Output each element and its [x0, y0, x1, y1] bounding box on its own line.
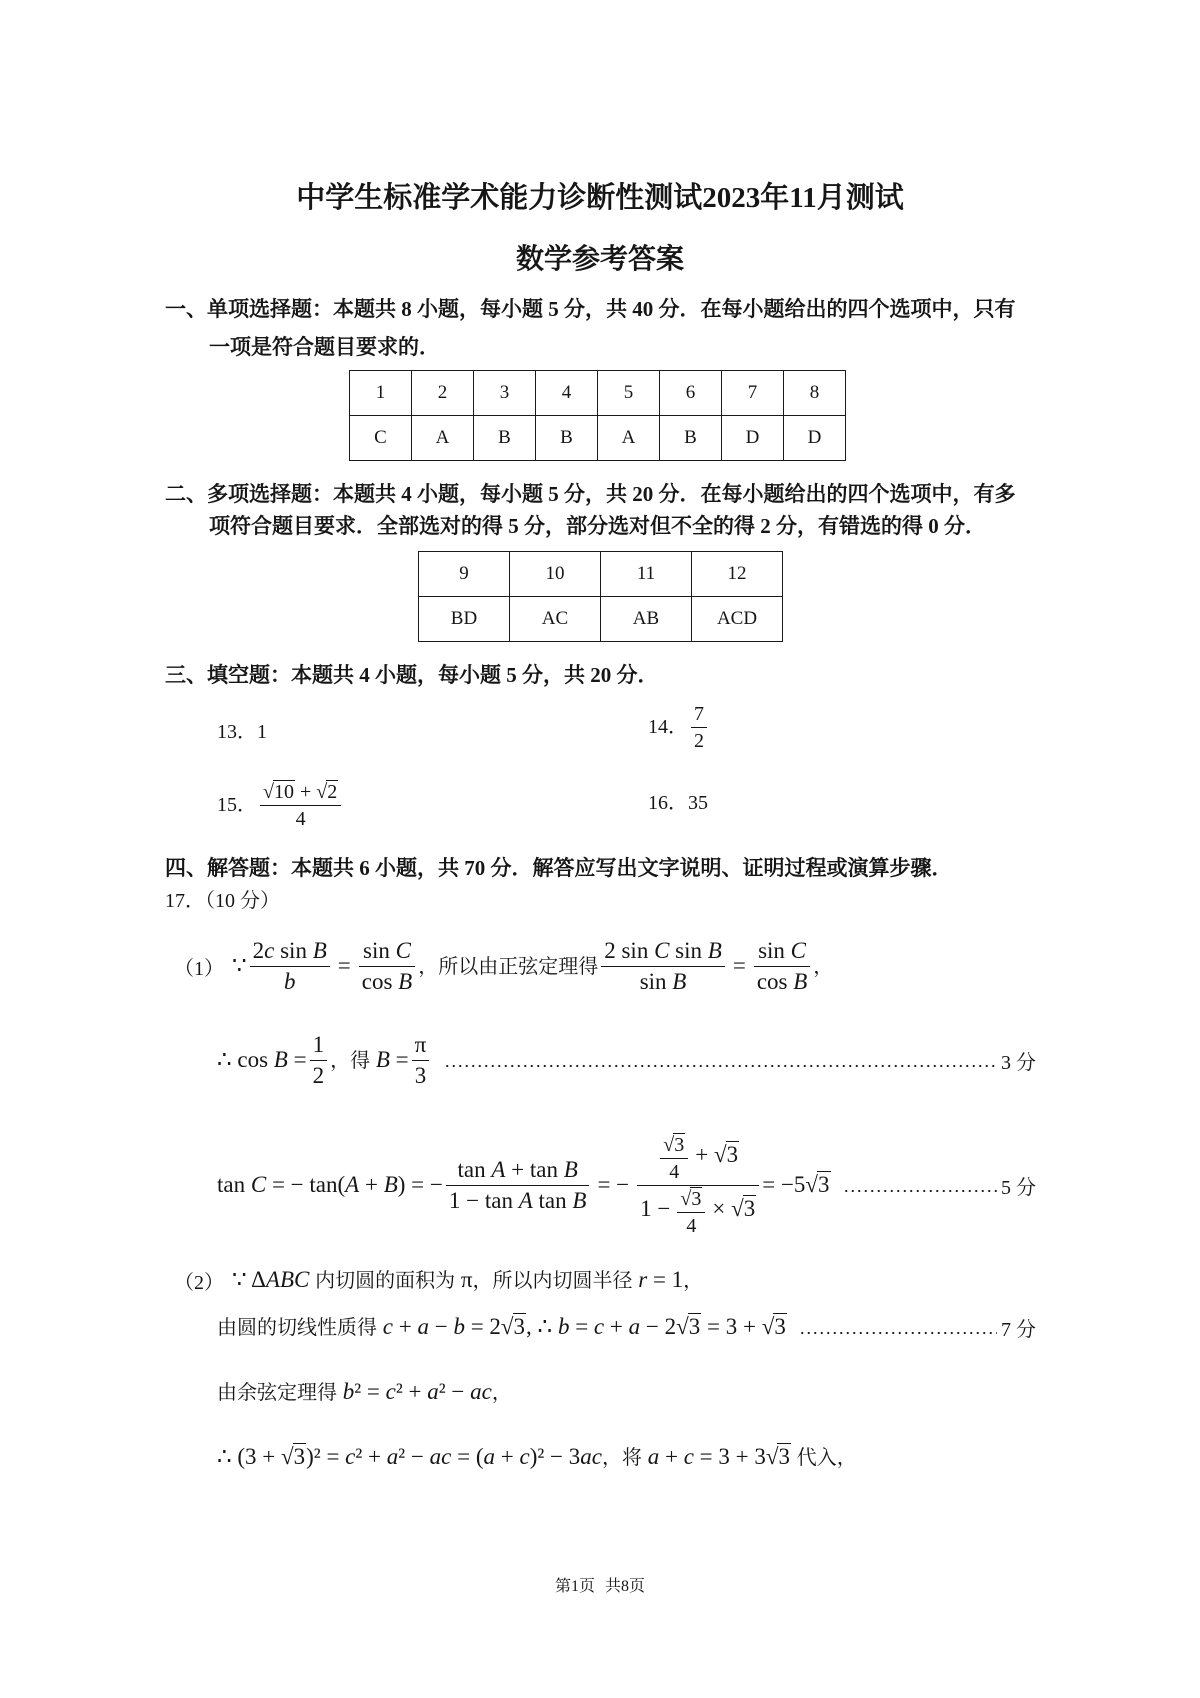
section-heading-multi-choice-continued: 项符合题目要求．全部选对的得 5 分，部分选对但不全的得 2 分，有错选的得 0 分． [209, 514, 986, 538]
fraction-numerator: tan A + tan B [446, 1156, 590, 1186]
fraction-numerator: π [412, 1031, 430, 1061]
radicand: 3 [691, 1187, 702, 1210]
radical-sign: √ [713, 1141, 727, 1167]
square-root [676, 1314, 701, 1339]
math-variable: B [398, 968, 413, 994]
math-variable: B [563, 1156, 578, 1182]
math-variable: c [382, 1314, 393, 1340]
fraction-numerator [660, 1133, 688, 1159]
square-root [680, 1188, 702, 1210]
math-variable: C [395, 937, 411, 963]
math-variable: ABC [265, 1267, 310, 1293]
math-variable: c [264, 937, 275, 963]
square-root [805, 1172, 830, 1197]
section-heading-single-choice-continued: 一项是符合题目要求的． [209, 335, 440, 359]
table-cell-question: 5 [598, 371, 660, 416]
table-cell-question: 9 [419, 552, 510, 597]
punctuation [813, 952, 833, 980]
chinese-text: 由余弦定理得 [217, 1382, 337, 1405]
dot-leader [843, 1172, 997, 1198]
chinese-text: 代入， [796, 1447, 857, 1470]
table-cell-question: 1 [350, 371, 412, 416]
square-root [263, 781, 295, 803]
math-variable: c [519, 1444, 530, 1470]
math-variable: ac [580, 1444, 602, 1470]
math-variable: ac [429, 1444, 452, 1470]
incircle-statement: ∵ ΔABC 内切圆的面积为 π，所以内切圆半径 r = 1， [232, 1267, 704, 1293]
tangent-sum-fraction [446, 1156, 590, 1214]
math-variable: B [383, 1172, 398, 1198]
math-variable: b [557, 1314, 570, 1340]
table-cell-answer: BD [419, 597, 510, 642]
square-root [766, 1444, 791, 1469]
radical-sign: √ [731, 1195, 744, 1221]
chinese-text: 内切圆的面积为 [315, 1270, 456, 1293]
table-cell-answer: D [722, 416, 784, 461]
math-variable: a [386, 1444, 399, 1470]
radicand: 3 [688, 1314, 701, 1340]
radical-sign: √ [316, 780, 328, 803]
radicand: 10 [273, 780, 294, 803]
answer-fraction [691, 702, 707, 753]
therefore-statement: ∴ cos B = [217, 1047, 307, 1073]
tan-c-result: = −5√3 [762, 1172, 830, 1198]
q17-part2-step1 [174, 1264, 703, 1296]
equals-minus: = − [597, 1172, 630, 1198]
score-mark: 5 分 [1001, 1176, 1036, 1199]
fraction-numerator: 1 [310, 1031, 328, 1061]
table-cell-answer: B [474, 416, 536, 461]
radicand: 3 [774, 1314, 786, 1340]
square-root [501, 1314, 526, 1339]
table-cell-answer: C [350, 416, 412, 461]
answer-value: 35 [688, 792, 708, 814]
math-variable: c [683, 1444, 694, 1470]
table-cell-question: 7 [722, 371, 784, 416]
table-cell-answer: ACD [692, 597, 783, 642]
chinese-text: ， [813, 956, 834, 979]
square-root [762, 1314, 787, 1339]
chinese-text: ，将 [601, 1447, 642, 1470]
explanation-text [418, 952, 598, 980]
radicand: 3 [513, 1314, 526, 1340]
radicand: 3 [818, 1172, 830, 1198]
radical-sign: √ [805, 1172, 819, 1198]
tangent-property-statement: 由圆的切线性质得 c + a − b = 2√3, ∴ b = c + a − 2√3 = 3 + √3 [217, 1314, 786, 1340]
angle-b-fraction [412, 1031, 430, 1089]
math-variable: B [707, 937, 722, 963]
table-row-question-numbers [419, 552, 783, 597]
chinese-text: ， [683, 1270, 704, 1293]
because-symbol: ∵ [232, 953, 247, 979]
table-cell-answer: B [536, 416, 598, 461]
cos-b-value-fraction [310, 1031, 328, 1089]
fraction-lhs [250, 937, 330, 995]
fraction-denominator: 4 [669, 1160, 680, 1183]
fill-answer-15 [217, 779, 344, 831]
math-variable: c [385, 1379, 396, 1405]
math-variable: B [312, 937, 327, 963]
math-variable: a [647, 1444, 660, 1470]
radical-sign: √ [676, 1314, 689, 1340]
math-variable: a [417, 1314, 429, 1340]
fraction-numerator: √10 + √2 [260, 780, 341, 806]
section-heading-multi-choice: 二、多项选择题：本题共 4 小题，每小题 5 分，共 20 分．在每小题给出的四个选项中，有多 [165, 482, 1016, 506]
square-root [731, 1196, 756, 1221]
q17-part1-step2 [217, 1030, 1036, 1090]
fill-answer-13 [217, 719, 267, 745]
math-variable: B [273, 1047, 288, 1073]
equals-sign: = [337, 953, 351, 979]
denominator-lead: 1 − [640, 1195, 671, 1221]
section-heading-solutions: 四、解答题：本题共 6 小题，共 70 分．解答应写出文字说明、证明过程或演算步骤． [165, 856, 953, 880]
fraction-denominator [250, 967, 330, 996]
math-variable: C [250, 1172, 267, 1198]
table-cell-answer: B [660, 416, 722, 461]
table-cell-answer: A [598, 416, 660, 461]
table-row-answers [350, 416, 846, 461]
table-cell-question: 2 [412, 371, 474, 416]
part-label: （1） [174, 957, 224, 980]
fraction-numerator: 2c sin B [250, 937, 330, 967]
fraction-denominator: 4 [295, 807, 306, 830]
radical-sign: √ [765, 1444, 779, 1470]
math-variable: a [628, 1314, 641, 1340]
table-cell-question: 3 [474, 371, 536, 416]
section-heading-single-choice: 一、单项选择题：本题共 8 小题，每小题 5 分，共 40 分．在每小题给出的四个选项中，只有 [165, 297, 1016, 321]
fraction-numerator: sin C [754, 937, 810, 967]
question-number: 13． [217, 721, 257, 743]
radicand: 2 [327, 780, 338, 803]
table-row-answers [419, 597, 783, 642]
numerator-rest: + √3 [695, 1141, 739, 1167]
multi-choice-answer-table [418, 551, 783, 642]
chinese-text: ，所以由正弦定理得 [418, 956, 599, 979]
fraction-rhs [359, 937, 415, 995]
score-mark: 7 分 [1001, 1318, 1036, 1341]
table-cell-answer: D [784, 416, 846, 461]
table-cell-question: 8 [784, 371, 846, 416]
fraction-rhs-sine-law [754, 937, 810, 995]
math-variable: A [345, 1172, 360, 1198]
table-cell-answer: AB [601, 597, 692, 642]
math-variable: a [483, 1444, 495, 1470]
fraction-denominator: 1 − tan A tan B [448, 1187, 587, 1213]
chinese-text: ，所以内切圆半径 [472, 1270, 633, 1293]
answer-value: 1 [257, 721, 267, 743]
radical-sign: √ [663, 1133, 675, 1156]
fraction-numerator: sin C [359, 937, 415, 967]
square-root [663, 1134, 685, 1156]
q17-part1-step3 [217, 1125, 1036, 1245]
fraction-numerator [677, 1187, 705, 1213]
radical-sign: √ [281, 1444, 294, 1470]
table-cell-question: 6 [660, 371, 722, 416]
math-variable: b [342, 1379, 355, 1405]
fraction-denominator: 4 [686, 1214, 697, 1237]
single-choice-answer-table [349, 370, 846, 461]
dot-leader [799, 1314, 997, 1340]
chinese-text: ， [491, 1382, 512, 1405]
radicand: 3 [726, 1141, 739, 1167]
math-variable: r [638, 1267, 648, 1293]
tan-c-expression: tan C = − tan(A + B) = − [217, 1172, 443, 1198]
document-subtitle: 数学参考答案 [515, 244, 684, 275]
fraction-denominator: sin B [639, 968, 687, 994]
math-variable: c [593, 1314, 605, 1340]
math-variable: A [518, 1187, 533, 1213]
table-cell-question: 12 [692, 552, 783, 597]
math-variable: C [654, 937, 670, 963]
math-variable: A [491, 1156, 506, 1182]
math-variable: C [790, 937, 807, 963]
square-root [316, 781, 338, 803]
fill-answer-14 [648, 701, 710, 753]
math-variable: B [793, 968, 808, 994]
result-statement: ，得 B = [330, 1047, 409, 1073]
table-cell-question: 11 [601, 552, 692, 597]
fraction [660, 1133, 688, 1184]
equals-sign: = [732, 953, 746, 979]
math-variable: b [283, 968, 296, 994]
fraction-denominator: 3 [414, 1062, 427, 1088]
fraction-numerator: 2 sin C sin B [601, 937, 725, 967]
question-number: 14． [648, 716, 688, 738]
fraction-denominator: 2 [312, 1062, 325, 1088]
answer-fraction [260, 780, 341, 831]
fraction-denominator: 2 [694, 729, 704, 752]
q17-part2-step2 [217, 1311, 1036, 1343]
radicand: 3 [293, 1444, 306, 1470]
square-root [281, 1444, 306, 1469]
part-label: （2） [174, 1271, 224, 1294]
q17-part2-step4 [217, 1440, 857, 1474]
radical-sign: √ [680, 1187, 692, 1210]
chinese-text: 由圆的切线性质得 [217, 1317, 377, 1340]
document-title: 中学生标准学术能力诊断性测试2023年11月测试 [296, 182, 904, 214]
math-variable: B [572, 1187, 587, 1213]
fraction [677, 1187, 705, 1238]
table-row-question-numbers [350, 371, 846, 416]
fraction-numerator: 7 [691, 702, 707, 728]
table-cell-answer: A [412, 416, 474, 461]
substituted-fraction [637, 1133, 759, 1238]
chinese-text: ，得 [330, 1050, 371, 1073]
fraction-lhs-sine-law [601, 937, 725, 995]
cosine-law-statement: 由余弦定理得 b² = c² + a² − ac， [217, 1379, 512, 1405]
fraction-denominator: cos B [361, 968, 413, 994]
radical-sign: √ [500, 1314, 514, 1340]
question-number: 15． [217, 794, 257, 816]
section-heading-fill-blank: 三、填空题：本题共 4 小题，每小题 5 分，共 20 分． [165, 663, 659, 687]
denominator-rest: × √3 [712, 1195, 756, 1221]
fraction-numerator [637, 1133, 759, 1186]
table-cell-question: 4 [536, 371, 598, 416]
question-number: 16． [648, 792, 688, 814]
math-variable: B [672, 968, 687, 994]
radical-sign: √ [761, 1314, 775, 1340]
q17-part1-step1 [174, 936, 833, 996]
fraction-denominator: cos B [756, 968, 808, 994]
radicand: 3 [674, 1133, 685, 1156]
math-variable: a [427, 1379, 439, 1405]
math-variable: B [375, 1047, 390, 1073]
radicand: 3 [743, 1195, 756, 1221]
fill-answer-16 [648, 790, 708, 816]
dot-leader [444, 1047, 997, 1073]
math-variable: ac [470, 1379, 492, 1405]
question-17-title: 17．（10 分） [165, 890, 280, 912]
math-variable: c [345, 1444, 356, 1470]
fraction-denominator [637, 1186, 759, 1238]
radicand: 3 [778, 1444, 790, 1470]
page-number: 第1页 共8页 [554, 1578, 645, 1595]
math-variable: b [453, 1314, 465, 1340]
substitution-statement: ∴ (3 + √3)² = c² + a² − ac = (a + c)² − 3ac，将 a + c = 3 + 3√3 代入， [217, 1444, 857, 1470]
radical-sign: √ [263, 780, 274, 803]
score-mark: 3 分 [1001, 1051, 1036, 1074]
square-root [714, 1142, 739, 1167]
table-cell-answer: AC [510, 597, 601, 642]
q17-part2-step3 [217, 1376, 512, 1408]
table-cell-question: 10 [510, 552, 601, 597]
